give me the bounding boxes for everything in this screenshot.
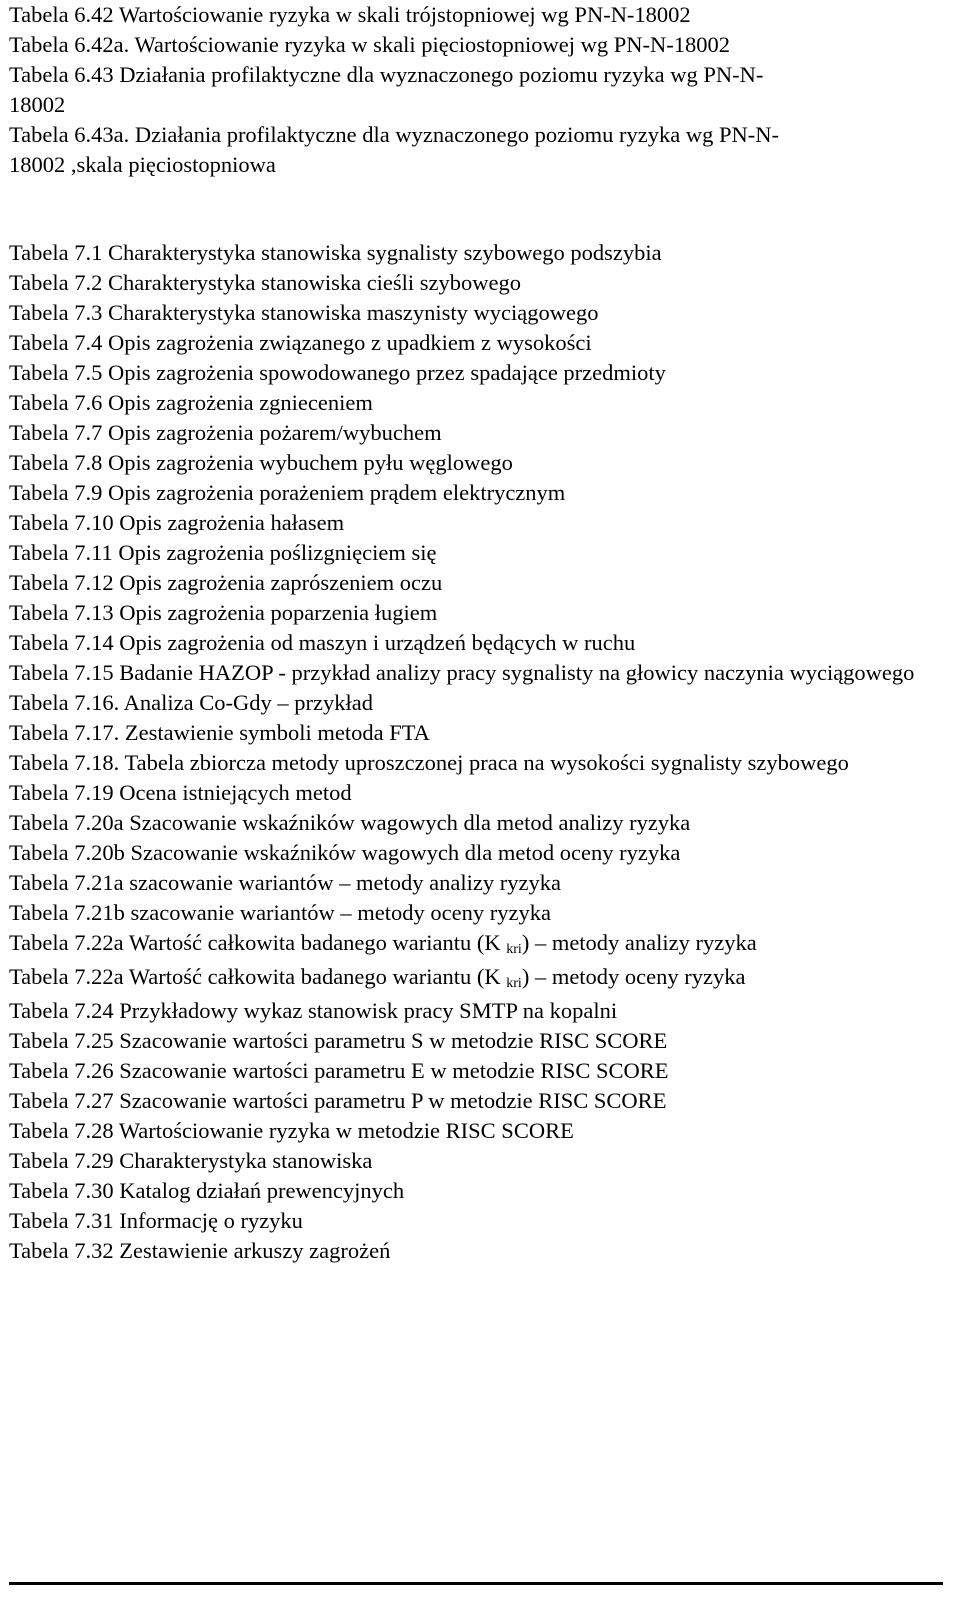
list-item: Tabela 7.20a Szacowanie wskaźników wagowych dla metod analizy ryzyka (9, 810, 691, 835)
list-item: Tabela 7.7 Opis zagrożenia pożarem/wybuchem (9, 420, 442, 445)
list-item: Tabela 7.26 Szacowanie wartości parametru E w metodzie RISC SCORE (9, 1058, 669, 1083)
list-item: Tabela 7.21a szacowanie wariantów – metody analizy ryzyka (9, 870, 561, 895)
section-gap (9, 180, 949, 238)
list-item: Tabela 7.3 Charakterystyka stanowiska maszynisty wyciągowego (9, 300, 599, 325)
list-item: Tabela 7.1 Charakterystyka stanowiska sygnalisty szybowego podszybia (9, 240, 662, 265)
table-of-tables (9, 0, 949, 1266)
list-item: Tabela 7.12 Opis zagrożenia zaprószeniem oczu (9, 570, 443, 595)
list-item: Tabela 7.28 Wartościowanie ryzyka w metodzie RISC SCORE (9, 1118, 574, 1143)
section-6-list (9, 0, 949, 180)
list-item (9, 928, 949, 962)
list-item: Tabela 6.43a. Działania profilaktyczne dla wyznaczonego poziomu ryzyka wg PN-N-18002 ,skala pięciostopniowa (9, 122, 779, 177)
list-item: Tabela 7.20b Szacowanie wskaźników wagowych dla metod oceny ryzyka (9, 840, 681, 865)
list-item: Tabela 7.31 Informację o ryzyku (9, 1208, 303, 1233)
list-item-text: ) – metody oceny ryzyka (521, 964, 746, 989)
list-item-text: ) – metody analizy ryzyka (521, 930, 757, 955)
list-item: Tabela 7.6 Opis zagrożenia zgnieceniem (9, 390, 373, 415)
list-item: Tabela 7.19 Ocena istniejących metod (9, 780, 352, 805)
list-item: Tabela 7.30 Katalog działań prewencyjnych (9, 1178, 405, 1203)
list-item: Tabela 7.2 Charakterystyka stanowiska cieśli szybowego (9, 270, 522, 295)
list-item: Tabela 7.17. Zestawienie symboli metoda FTA (9, 720, 430, 745)
subscript: kri (506, 942, 522, 957)
list-item-text: Tabela 7.22a Wartość całkowita badanego wariantu (K (9, 964, 507, 989)
list-item: Tabela 7.8 Opis zagrożenia wybuchem pyłu węglowego (9, 450, 513, 475)
list-item: Tabela 7.11 Opis zagrożenia poślizgnięciem się (9, 540, 437, 565)
list-item: Tabela 7.10 Opis zagrożenia hałasem (9, 510, 345, 535)
list-item: Tabela 7.13 Opis zagrożenia poparzenia ługiem (9, 600, 438, 625)
list-item: Tabela 6.42a. Wartościowanie ryzyka w skali pięciostopniowej wg PN-N-18002 (9, 32, 731, 57)
list-item: Tabela 7.27 Szacowanie wartości parametru P w metodzie RISC SCORE (9, 1088, 667, 1113)
list-item: Tabela 7.16. Analiza Co-Gdy – przykład (9, 690, 373, 715)
list-item: Tabela 6.43 Działania profilaktyczne dla wyznaczonego poziomu ryzyka wg PN-N-18002 (9, 62, 764, 117)
list-item: Tabela 7.14 Opis zagrożenia od maszyn i urządzeń będących w ruchu (9, 630, 636, 655)
list-item: Tabela 7.4 Opis zagrożenia związanego z upadkiem z wysokości (9, 330, 592, 355)
list-item: Tabela 7.9 Opis zagrożenia porażeniem prądem elektrycznym (9, 480, 566, 505)
list-item (9, 962, 949, 996)
list-item: Tabela 7.18. Tabela zbiorcza metody uproszczonej praca na wysokości sygnalisty szybowego (9, 750, 849, 775)
list-item: Tabela 6.42 Wartościowanie ryzyka w skali trójstopniowej wg PN-N-18002 (9, 2, 691, 27)
list-item-text: Tabela 7.22a Wartość całkowita badanego wariantu (K (9, 930, 507, 955)
list-item: Tabela 7.29 Charakterystyka stanowiska (9, 1148, 373, 1173)
list-item: Tabela 7.21b szacowanie wariantów – metody oceny ryzyka (9, 900, 551, 925)
list-item: Tabela 7.5 Opis zagrożenia spowodowanego przez spadające przedmioty (9, 360, 666, 385)
subscript: kri (506, 976, 522, 991)
footer-rule (9, 1582, 943, 1585)
list-item: Tabela 7.15 Badanie HAZOP - przykład analizy pracy sygnalisty na głowicy naczynia wyciągowego (9, 660, 915, 685)
list-item: Tabela 7.32 Zestawienie arkuszy zagrożeń (9, 1238, 391, 1263)
list-item: Tabela 7.24 Przykładowy wykaz stanowisk pracy SMTP na kopalni (9, 998, 618, 1023)
list-item: Tabela 7.25 Szacowanie wartości parametru S w metodzie RISC SCORE (9, 1028, 668, 1053)
section-7-list (9, 238, 949, 1266)
